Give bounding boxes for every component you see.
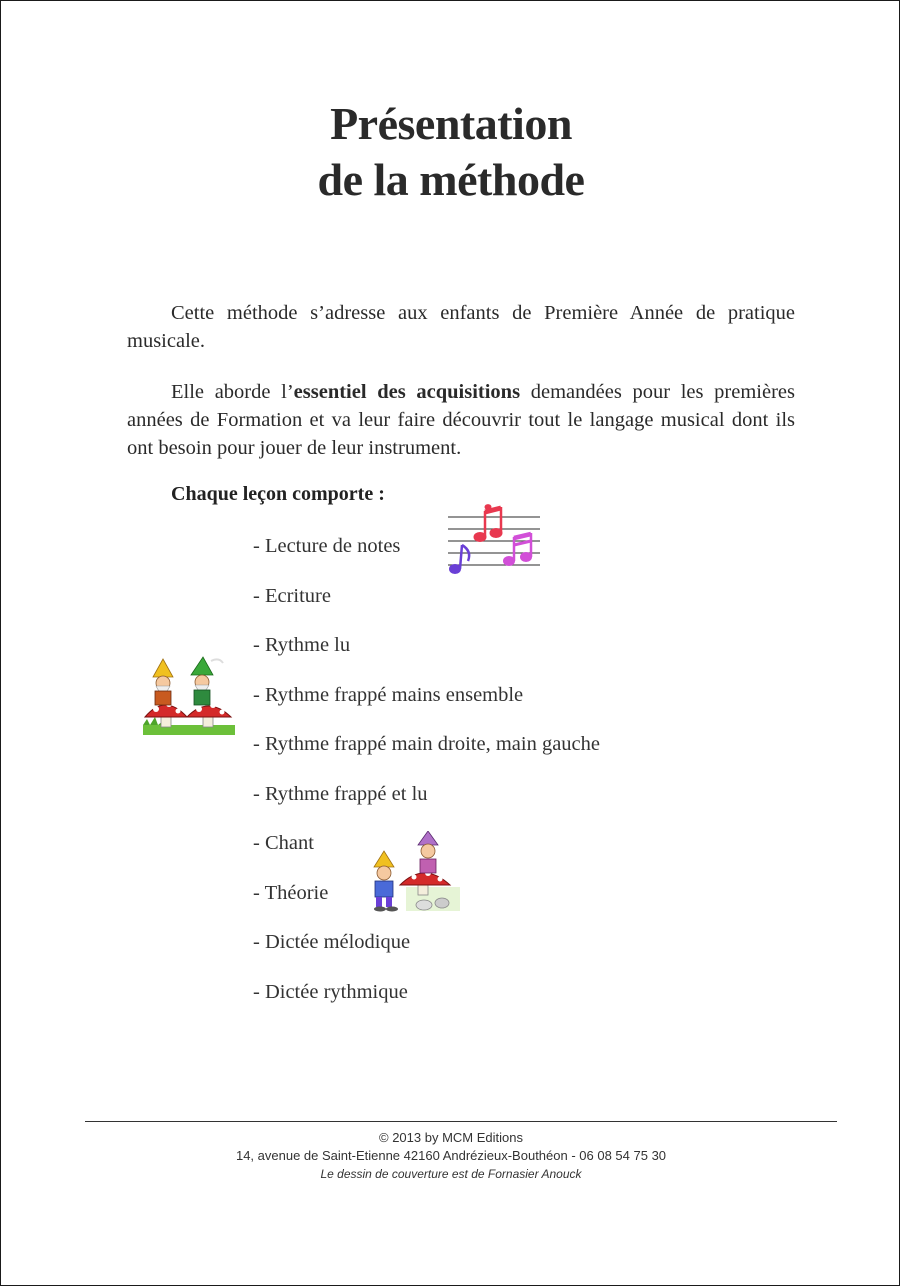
intro-paragraph-2 (127, 378, 795, 462)
lesson-item: - Rythme frappé et lu (253, 782, 428, 805)
lesson-item: - Dictée mélodique (253, 931, 411, 953)
footer-copyright: © 2013 by MCM Editions (379, 1130, 523, 1145)
lesson-item: - Dictée rythmique (253, 980, 408, 1003)
lesson-list (253, 534, 600, 1029)
pink-notes (504, 533, 532, 566)
intro-paragraph-2-bold: essentiel des acquisitions (293, 381, 521, 403)
lesson-item: - Rythme frappé main droite, main gauche (253, 733, 600, 755)
lesson-item: - Rythme lu (253, 634, 351, 656)
lesson-heading: Chaque leçon comporte : (171, 483, 385, 505)
lesson-item: - Ecriture (253, 584, 331, 607)
gnomes-icon (366, 831, 460, 913)
footer-credit: Le dessin de couverture est de Fornasier Anouck (320, 1167, 582, 1181)
intro-paragraph-2-after: demandées pour les premières années de Formation et va leur faire découvrir tout le langage musical dont ils ont besoin pour jouer de leur instrument. (127, 381, 795, 459)
lesson-item: - Lecture de notes (253, 535, 401, 557)
lesson-item: - Théorie (253, 881, 329, 904)
footer-address: 14, avenue de Saint-Etienne 42160 Andrézieux-Bouthéon - 06 08 54 75 30 (235, 1148, 667, 1163)
intro-paragraph-1-text: Cette méthode s’adresse aux enfants de Première Année de pratique musicale. (127, 302, 795, 352)
music-notes-icon (446, 499, 544, 579)
lesson-item: - Chant (253, 832, 314, 854)
intro-paragraph-1 (127, 299, 795, 355)
lesson-item: - Rythme frappé mains ensemble (253, 683, 524, 706)
red-notes (474, 505, 502, 542)
intro-paragraph-2-before: Elle aborde l’ (171, 381, 294, 403)
footer-divider (85, 1121, 837, 1122)
purple-note (450, 545, 470, 574)
title-line-2: de la méthode (317, 154, 585, 205)
title-line-1: Présentation (330, 98, 572, 149)
page-title (1, 96, 900, 208)
gnomes-on-mushrooms-icon (141, 655, 239, 737)
